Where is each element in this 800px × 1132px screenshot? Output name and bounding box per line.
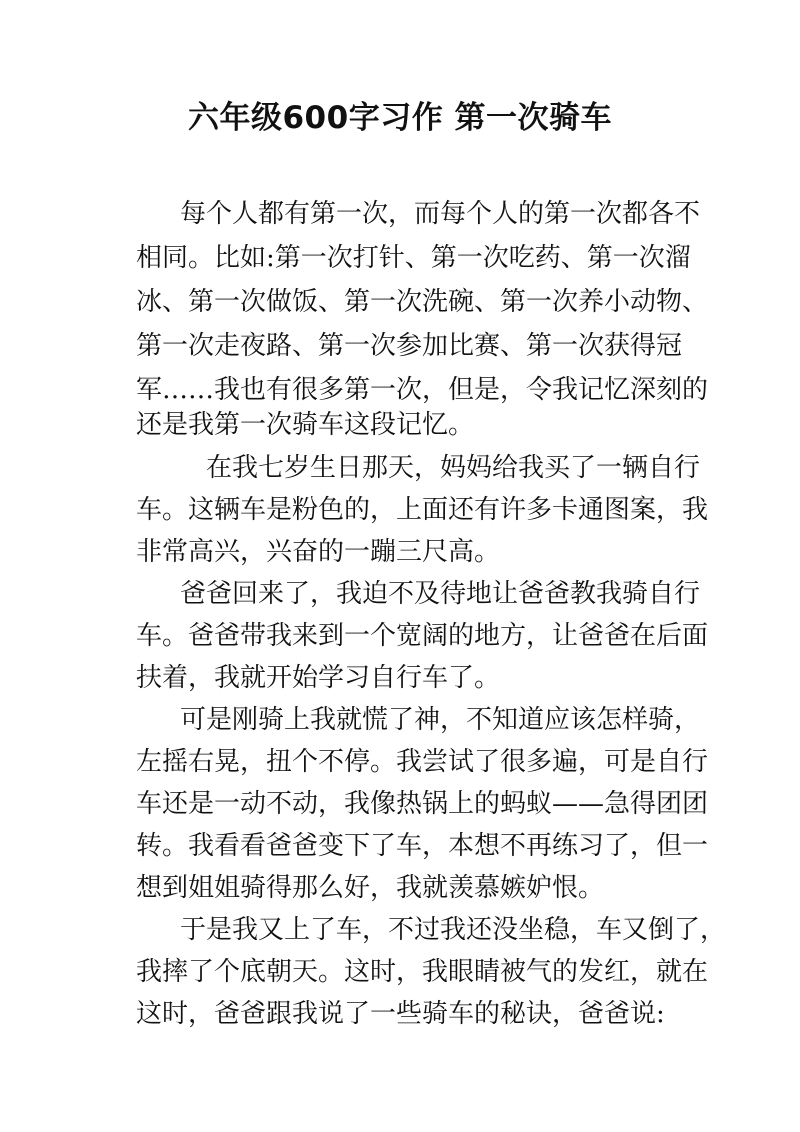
paragraph-1-line-1: 每个人都有第一次，而每个人的第一次都各不 — [180, 199, 701, 229]
paragraph-1-line-5: 军……我也有很多第一次，但是，令我记忆深刻的 — [136, 375, 709, 405]
paragraph-3-line-1: 爸爸回来了，我迫不及待地让爸爸教我骑自行 — [180, 579, 701, 609]
paragraph-1-line-2: 相同。比如:第一次打针、第一次吃药、第一次溜 — [136, 243, 691, 273]
paragraph-4-line-2: 左摇右晃，扭个不停。我尝试了很多遍，可是自行 — [136, 747, 709, 777]
paragraph-2-line-2: 车。这辆车是粉色的，上面还有许多卡通图案，我 — [136, 495, 709, 525]
paragraph-5-line-1: 于是我又上了车，不过我还没坐稳，车又倒了， — [180, 915, 727, 945]
paragraph-4-line-4: 转。我看看爸爸变下了车，本想不再练习了，但一 — [136, 831, 709, 861]
paragraph-5-line-2: 我摔了个底朝天。这时，我眼睛被气的发红，就在 — [136, 957, 709, 987]
paragraph-2-line-3: 非常高兴，兴奋的一蹦三尺高。 — [136, 537, 501, 567]
paragraph-3-line-3: 扶着，我就开始学习自行车了。 — [136, 663, 501, 693]
paragraph-4-line-3: 车还是一动不动，我像热锅上的蚂蚁——急得团团 — [136, 789, 709, 819]
paragraph-1-line-6: 还是我第一次骑车这段记忆。 — [136, 410, 475, 440]
document-title: 六年级600字习作 第一次骑车 — [187, 100, 612, 136]
paragraph-1-line-4: 第一次走夜路、第一次参加比赛、第一次获得冠 — [136, 331, 683, 361]
paragraph-2-line-1: 在我七岁生日那天，妈妈给我买了一辆自行 — [206, 453, 701, 483]
paragraph-5-line-3: 这时，爸爸跟我说了一些骑车的秘诀，爸爸说: — [136, 999, 665, 1029]
paragraph-1-line-3: 冰、第一次做饭、第一次洗碗、第一次养小动物、 — [136, 287, 709, 317]
paragraph-3-line-2: 车。爸爸带我来到一个宽阔的地方，让爸爸在后面 — [136, 621, 709, 651]
paragraph-4-line-1: 可是刚骑上我就慌了神，不知道应该怎样骑， — [180, 705, 701, 735]
paragraph-4-line-5: 想到姐姐骑得那么好，我就羡慕嫉妒恨。 — [136, 873, 605, 903]
